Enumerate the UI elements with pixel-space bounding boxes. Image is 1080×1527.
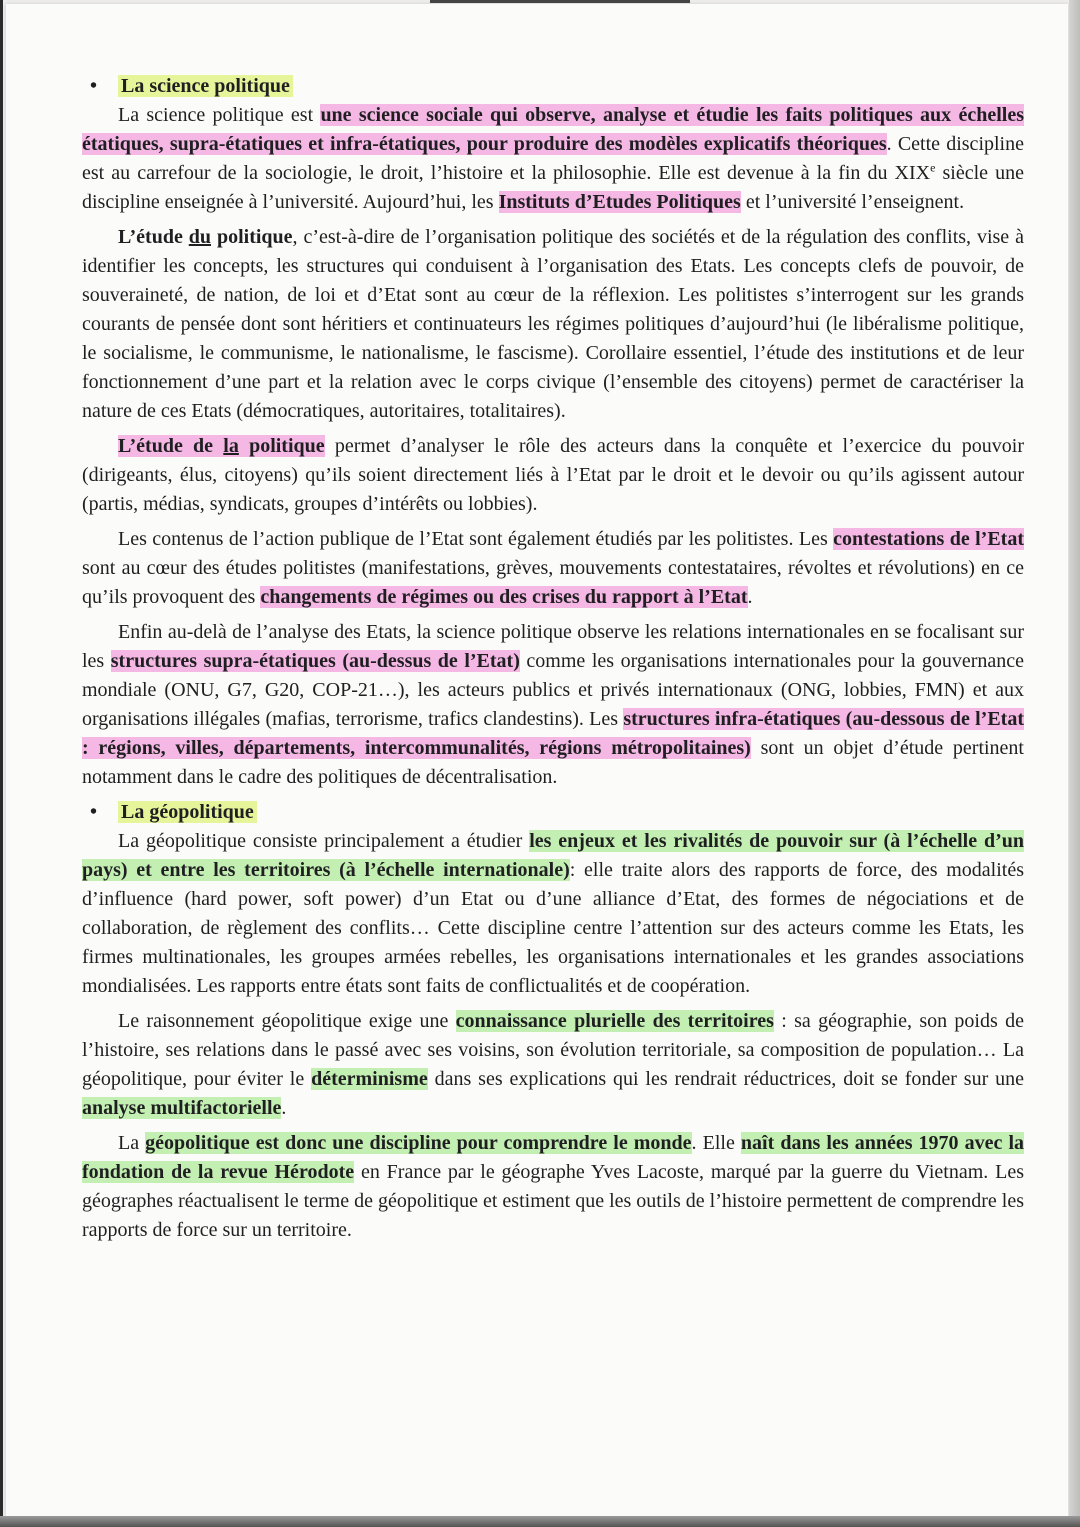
highlight-green: naît dans les années 1970 avec la fondation de la revue Hérodote xyxy=(82,1132,1024,1183)
superscript: e xyxy=(930,160,936,175)
paragraph-raisonnement xyxy=(82,1007,1024,1123)
scan-bottom-edge xyxy=(0,1516,1080,1527)
highlight-pink: changements de régimes ou des crises du rapport à l’Etat xyxy=(260,586,748,608)
bold-text: politique xyxy=(211,226,293,248)
bullet-icon: • xyxy=(90,75,98,97)
highlight-pink: une science sociale qui observe, analyse et étudie les faits politiques aux échelles étatiques, supra-étatiques et infra-étatiques, pour produire des modèles explicatifs théoriques xyxy=(82,104,1024,155)
text-span: Enfin au-delà de l’analyse des Etats, la science politique observe les relations internationales en se focalisant sur les xyxy=(82,621,1024,672)
paragraph-etude-du-politique xyxy=(82,223,1024,426)
paragraph-herodote xyxy=(82,1129,1024,1245)
highlight-pink: Instituts d’Etudes Politiques xyxy=(498,191,741,213)
highlight-pink: L’étude de xyxy=(118,435,224,457)
highlight-green: les enjeux et les rivalités de pouvoir sur (à l’échelle d’un pays) et entre les territoires (à l’échelle internationale) xyxy=(82,830,1024,881)
highlight-green: géopolitique est donc une discipline pour comprendre le monde xyxy=(145,1132,692,1154)
paragraph-relations-internationales xyxy=(82,618,1024,792)
highlight-pink: politique xyxy=(238,435,325,457)
text-span: . xyxy=(281,1097,287,1119)
paragraph-etude-de-la-politique xyxy=(82,432,1024,519)
highlight-pink: structures supra-étatiques (au-dessus de l’Etat) xyxy=(110,650,520,672)
highlight-pink: structures infra-étatiques (au-dessous de l’Etat : régions, villes, départements, intercommunalités, régions métropolitaines) xyxy=(82,708,1024,759)
highlight-pink: contestations de l’Etat xyxy=(833,528,1024,550)
underlined-text: du xyxy=(188,226,212,248)
bullet-icon: • xyxy=(90,801,98,823)
text-span: dans ses explications qui les rendrait réductrices, doit se fonder sur une xyxy=(427,1068,1024,1090)
text-span: . Elle xyxy=(691,1132,741,1154)
text-span: . xyxy=(747,586,753,608)
bold-text: L’étude xyxy=(118,226,189,248)
paragraph-contestations xyxy=(82,525,1024,612)
text-span: permet d’analyser le rôle des acteurs dans la conquête et l’exercice du pouvoir (dirigeants, élus, citoyens) qu’ils soient directement liés à l’Etat par le droit et le devoir ou qu’ils agissent autour (partis, médias, syndicats, groupes d’intérêts ou lobbies). xyxy=(82,435,1025,515)
section-heading-science-politique xyxy=(82,72,1024,101)
highlight-green: connaissance plurielle des territoires xyxy=(455,1010,774,1032)
text-span: et l’université l’enseignent. xyxy=(740,191,965,213)
scan-right-edge xyxy=(1069,0,1080,1527)
text-span: . Cette discipline est au carrefour de la sociologie, le droit, l’histoire et la philosophie. Elle est devenue à la fin du XIX xyxy=(82,133,1024,184)
text-span: comme les organisations internationales pour la gouvernance mondiale (ONU, G7, G20, COP-21…), les acteurs publics et privés internationaux (ONG, lobbies, FMN) et aux organisations illégales (mafias, terrorisme, trafics clandestins). Les xyxy=(82,650,1024,730)
text-span: Les contenus de l’action publique de l’Etat sont également étudiés par les politistes. Les xyxy=(118,528,834,550)
text-span: sont au cœur des études politistes (manifestations, grèves, mouvements contestataires, révoltes et révolutions) en ce qu’ils provoquent des xyxy=(82,557,1024,608)
text-span: : sa géographie, son poids de l’histoire, ses relations dans le passé avec ses voisins, son évolution territoriale, sa composition de population… La géopolitique, pour éviter le xyxy=(82,1010,1024,1090)
highlight-pink-underlined: la xyxy=(223,435,239,457)
text-span: siècle une discipline enseignée à l’université. Aujourd’hui, les xyxy=(82,162,1024,213)
paragraph-definition xyxy=(82,101,1024,217)
text-span: La géopolitique consiste principalement a étudier xyxy=(118,830,530,852)
text-span: : elle traite alors des rapports de force, des modalités d’influence (hard power, soft power) d’un Etat ou d’une alliance d’Etat, des formes de négociations et de collaboration, de règlement des conflits… Cette discipline centre l’attention sur des acteurs comme les Etats, les firmes multinationales, les groupes armées rebelles, les organisations internationales et les grandes associations mondialisées. Les rapports entre états sont faits de conflictualités et de coopération. xyxy=(82,859,1024,997)
section-heading-geopolitique xyxy=(82,798,1024,827)
page-top-mark xyxy=(430,0,690,3)
scan-left-edge xyxy=(0,0,3,1527)
text-span: Le raisonnement géopolitique exige une xyxy=(118,1010,456,1032)
text-span: La science politique est xyxy=(118,104,321,126)
text-span: en France par le géographe Yves Lacoste, marqué par la guerre du Vietnam. Les géographes réactualisent le terme de géopolitique et estiment que les outils de l’histoire permettent de comprendre les rapports de force sur un territoire. xyxy=(82,1161,1025,1241)
paragraph-geopolitique-definition xyxy=(82,827,1024,1001)
document-content xyxy=(82,72,1024,1245)
text-span: sont un objet d’étude pertinent notamment dans le cadre des politiques de décentralisation. xyxy=(82,737,1024,788)
text-span: , c’est-à-dire de l’organisation politique des sociétés et de la régulation des conflits, vise à identifier les concepts, les structures qui conduisent à l’organisation des Etats. Les concepts clefs de pouvoir, de souveraineté, de nation, de loi et d’Etat sont au cœur de la réflexion. Les politistes s’interrogent sur les grands courants de pensée dont sont héritiers et continuateurs les régimes politiques d’aujourd’hui (le libéralisme politique, le socialisme, le communisme, le nationalisme, le fascisme). Corollaire essentiel, l’étude des institutions et de leur fonctionnement d’une part et la relation avec le corps civique (l’ensemble des citoyens) permet de caractériser la nature de ces Etats (démocratiques, autoritaires, totalitaires). xyxy=(82,226,1025,422)
heading-text: La géopolitique xyxy=(118,801,257,823)
highlight-green: déterminisme xyxy=(311,1068,428,1090)
highlight-green: analyse multifactorielle xyxy=(82,1097,282,1119)
heading-text: La science politique xyxy=(118,75,293,97)
text-span: La xyxy=(118,1132,146,1154)
